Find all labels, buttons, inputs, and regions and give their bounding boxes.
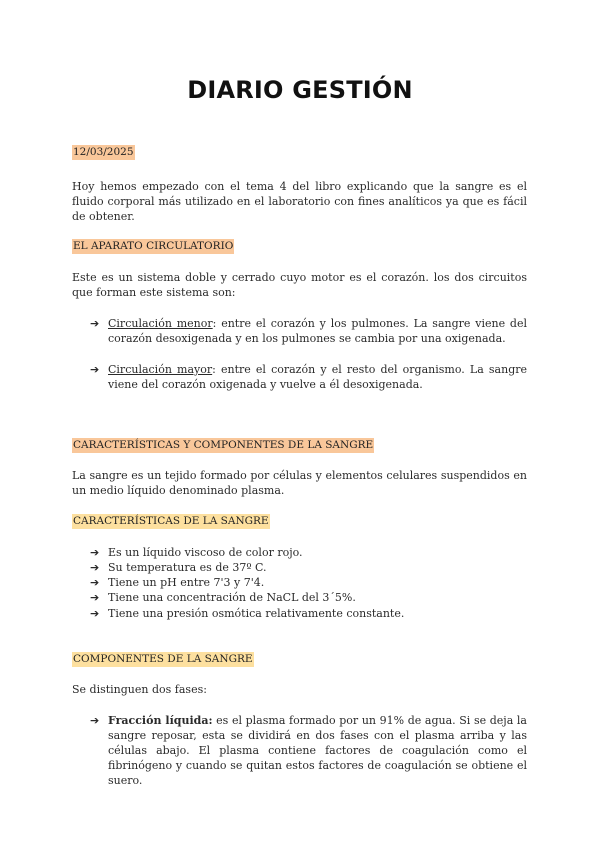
arrow-right-icon: ➔ <box>90 714 100 727</box>
section-heading-blood: CARACTERÍSTICAS Y COMPONENTES DE LA SANGRE <box>73 439 374 451</box>
list-item: ➔ Circulación mayor: entre el corazón y el resto del organismo. La sangre viene del corazón oxigenada y vuelve a él desoxigenada. <box>90 363 528 391</box>
blood-paragraph: La sangre es un tejido formado por células y elementos celulares suspendidos en un medio líquido denominado plasma. <box>72 469 527 497</box>
section-heading-circulatory: EL APARATO CIRCULATORIO <box>73 240 234 252</box>
circulatory-paragraph: Este es un sistema doble y cerrado cuyo motor es el corazón. los dos circuitos que forman este sistema son: <box>72 271 527 299</box>
document-title: DIARIO GESTIÓN <box>187 76 413 104</box>
components-paragraph: Se distinguen dos fases: <box>72 683 207 696</box>
arrow-right-icon: ➔ <box>90 561 100 574</box>
arrow-right-icon: ➔ <box>90 591 100 604</box>
arrow-right-icon: ➔ <box>90 546 100 559</box>
list-item: ➔ Es un líquido viscoso de color rojo. <box>90 546 303 559</box>
arrow-right-icon: ➔ <box>90 576 100 589</box>
list-item: ➔ Tiene un pH entre 7'3 y 7'4. <box>90 576 265 589</box>
arrow-right-icon: ➔ <box>90 317 100 330</box>
list-item: ➔ Circulación menor: entre el corazón y los pulmones. La sangre viene del corazón desoxigenada y en los pulmones se cambia por una oxigenada. <box>90 317 527 345</box>
arrow-right-icon: ➔ <box>90 607 100 620</box>
date-heading: 12/03/2025 <box>73 146 134 158</box>
arrow-right-icon: ➔ <box>90 363 100 376</box>
list-item: ➔ Fracción líquida: es el plasma formado por un 91% de agua. Si se deja la sangre reposar, esta se dividirá en dos fases con el plasma arriba y las células abajo. El plasma contiene factores de coagulación como el fibrinógeno y cuando se quitan estos factores de coagulación se obtiene el suero. <box>90 714 527 787</box>
subheading-components: COMPONENTES DE LA SANGRE <box>73 653 253 665</box>
list-item: ➔ Tiene una presión osmótica relativamente constante. <box>90 607 405 620</box>
list-item: ➔ Su temperatura es de 37º C. <box>90 561 267 574</box>
subheading-characteristics: CARACTERÍSTICAS DE LA SANGRE <box>73 515 269 527</box>
intro-paragraph: Hoy hemos empezado con el tema 4 del libro explicando que la sangre es el fluido corporal más utilizado en el laboratorio con fines analíticos ya que es fácil de obtener. <box>72 180 527 223</box>
list-item: ➔ Tiene una concentración de NaCL del 3´5%. <box>90 591 356 604</box>
